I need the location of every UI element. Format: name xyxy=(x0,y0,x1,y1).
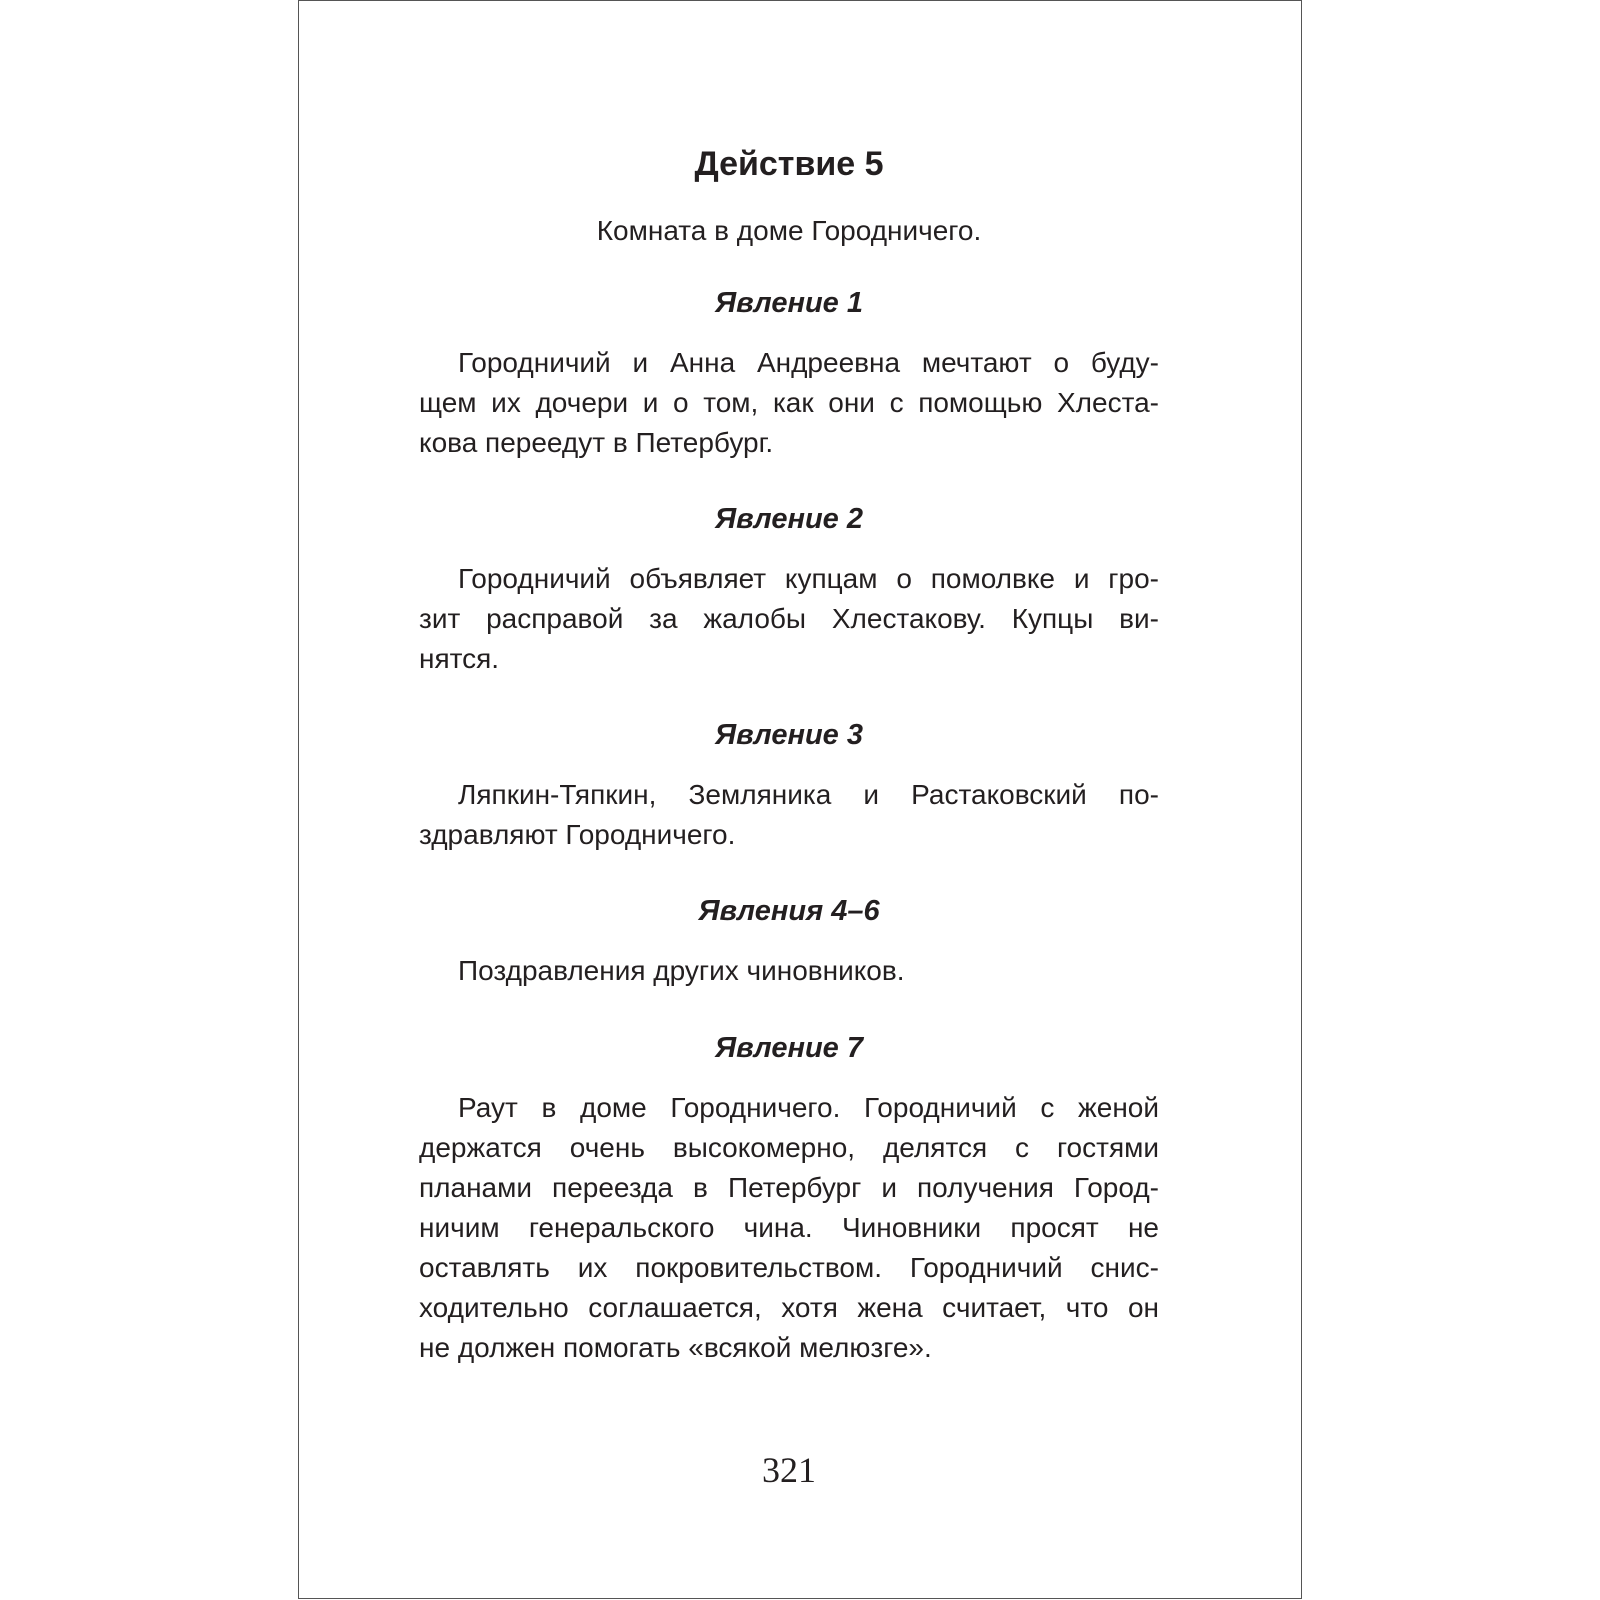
act-setting: Комната в доме Городничего. xyxy=(596,215,982,246)
scene-4-6-title: Явления 4–6 xyxy=(698,895,880,927)
scene-3-title: Явление 3 xyxy=(715,719,863,751)
act-title: Действие 5 xyxy=(694,145,884,183)
scene-3-line-1: Ляпкин-Тяпкин, Земляника и Растаковский по- xyxy=(458,779,1159,810)
book-page xyxy=(298,0,1302,1599)
scene-1-text xyxy=(419,343,1159,463)
scene-4-6-text xyxy=(419,951,1159,991)
scene-2-text xyxy=(419,559,1159,679)
scene-1-line-2: щем их дочери и о том, как они с помощью Хлеста- xyxy=(419,387,1159,418)
scene-4-6-line-1: Поздравления других чиновников. xyxy=(458,955,905,986)
scene-1-line-1: Городничий и Анна Андреевна мечтают о буду- xyxy=(458,347,1159,378)
scene-7-text xyxy=(419,1088,1159,1368)
scene-7-line-1: Раут в доме Городничего. Городничий с женой xyxy=(458,1092,1159,1123)
scene-7-line-2: держатся очень высокомерно, делятся с гостями xyxy=(419,1132,1159,1163)
page-number: 321 xyxy=(762,1450,816,1490)
scene-2-line-1: Городничий объявляет купцам о помолвке и гро- xyxy=(458,563,1159,594)
scene-7-line-6: ходительно соглашается, хотя жена считает, что он xyxy=(419,1292,1159,1323)
scene-7-line-5: оставлять их покровительством. Городничий снис- xyxy=(419,1252,1159,1283)
scene-7-title: Явление 7 xyxy=(715,1032,863,1064)
scene-7-line-7: не должен помогать «всякой мелюзге». xyxy=(419,1332,932,1363)
scene-3-text xyxy=(419,775,1159,855)
scene-7-line-3: планами переезда в Петербург и получения Город- xyxy=(419,1172,1159,1203)
scene-2-title: Явление 2 xyxy=(715,503,863,535)
scene-2-line-3: нятся. xyxy=(419,643,500,674)
scene-1-line-3: кова переедут в Петербург. xyxy=(419,427,774,458)
scene-2-line-2: зит расправой за жалобы Хлестакову. Купцы ви- xyxy=(419,603,1159,634)
scene-7-line-4: ничим генеральского чина. Чиновники просят не xyxy=(419,1212,1159,1243)
scene-3-line-2: здравляют Городничего. xyxy=(419,819,736,850)
scene-1-title: Явление 1 xyxy=(715,287,863,319)
